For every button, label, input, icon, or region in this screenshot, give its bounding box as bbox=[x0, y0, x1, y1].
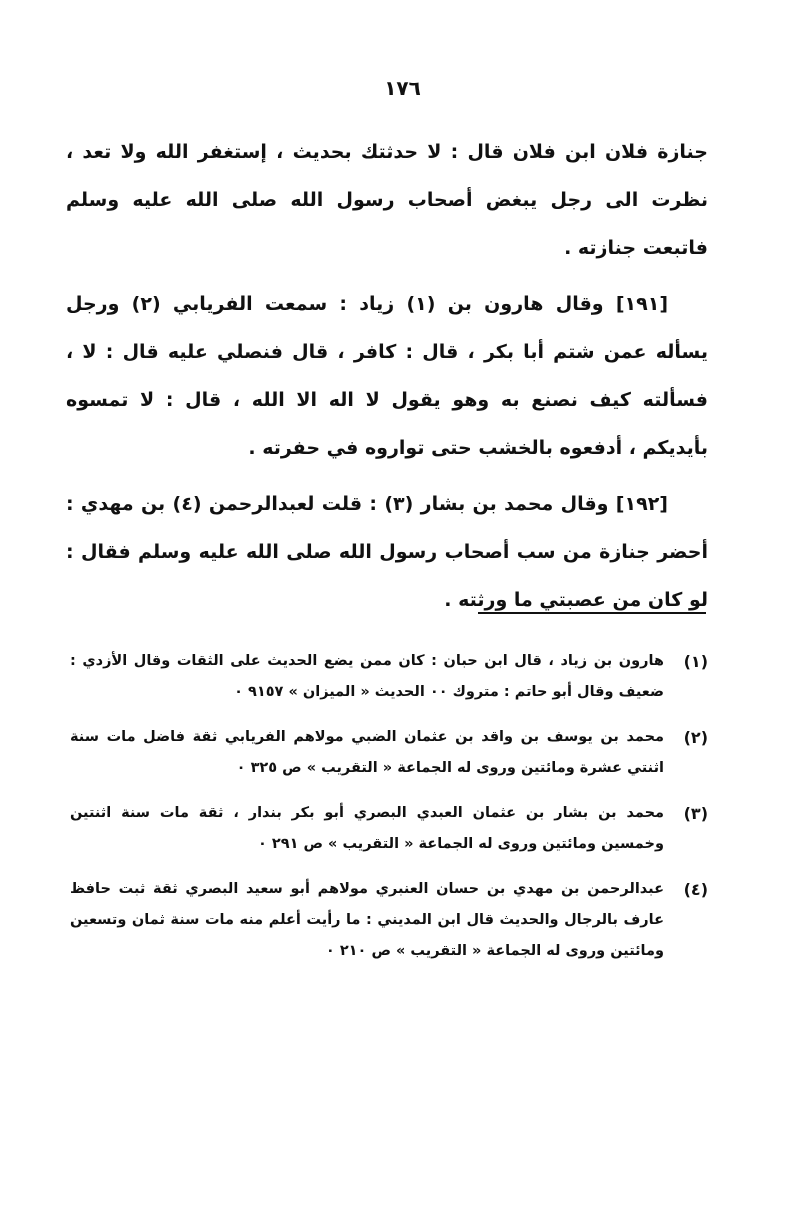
page-number: ١٧٦ bbox=[384, 76, 421, 100]
footnote-marker: (١) bbox=[683, 652, 708, 671]
paragraph-entry-192: [١٩٢] وقال محمد بن بشار (٣) : قلت لعبدالرحمن (٤) بن مهدي : أحضر جنازة من سب أصحاب رسول الله صلى الله عليه وسلم فقال : لو كان من عصبتي ما ورثته . bbox=[66, 493, 708, 611]
footnote-marker: (٣) bbox=[683, 804, 708, 823]
footnote-separator bbox=[478, 612, 706, 614]
footnote-1 bbox=[70, 646, 708, 708]
footnotes bbox=[70, 646, 708, 981]
footnote-3 bbox=[70, 798, 708, 860]
footnote-text: محمد بن بشار بن عثمان العبدي البصري أبو بكر بندار ، ثقة مات سنة اثنتين وخمسين ومائتين وروى له الجماعة « التقريب » ص ٢٩١ ٠ bbox=[70, 805, 664, 852]
footnote-text: محمد بن يوسف بن واقد بن عثمان الضبي مولاهم الفريابي ثقة فاضل مات سنة اثنتي عشرة ومائتين وروى له الجماعة « التقريب » ص ٣٢٥ ٠ bbox=[70, 729, 664, 776]
paragraph-intro: جنازة فلان ابن فلان قال : لا حدثتك بحديث ، إستغفر الله ولا تعد ، نظرت الى رجل يبغض أصحاب رسول الله صلى الله عليه وسلم فاتبعت جنازته . bbox=[66, 141, 708, 259]
paragraph-entry-191: [١٩١] وقال هارون بن (١) زياد : سمعت الفريابي (٢) ورجل يسأله عمن شتم أبا بكر ، قال : كافر ، قال فنصلي عليه قال : لا ، فسألته كيف نصنع به وهو يقول لا اله الا الله ، قال : لا تمسوه بأيديكم ، أدفعوه بالخشب حتى تواروه في حفرته . bbox=[66, 293, 708, 459]
footnote-2 bbox=[70, 722, 708, 784]
footnote-text: هارون بن زياد ، قال ابن حبان : كان ممن يضع الحديث على الثقات وقال الأزدي : ضعيف وقال أبو حاتم : متروك ٠٠ الحديث « الميزان » ٩١٥٧ ٠ bbox=[70, 653, 664, 700]
footnote-4 bbox=[70, 874, 708, 967]
footnote-marker: (٢) bbox=[683, 728, 708, 747]
footnote-text: عبدالرحمن بن مهدي بن حسان العنبري مولاهم أبو سعيد البصري ثقة ثبت حافظ عارف بالرجال والحديث قال ابن المديني : ما رأيت أعلم منه مات سنة ثمان وتسعين ومائتين وروى له الجماعة « التقريب » ص ٢١٠ ٠ bbox=[70, 881, 664, 959]
footnote-marker: (٤) bbox=[683, 880, 708, 899]
main-text bbox=[66, 128, 708, 624]
